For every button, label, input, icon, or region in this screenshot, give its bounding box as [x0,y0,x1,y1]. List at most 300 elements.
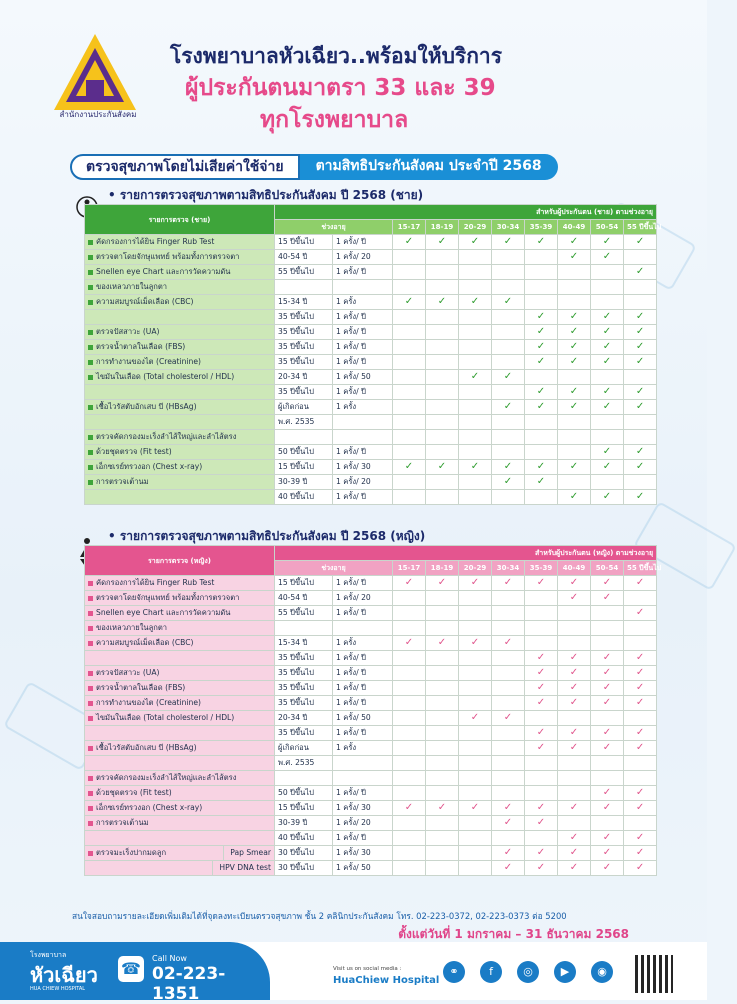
row-age-range: 15 ปีขึ้นไป [275,235,333,250]
row-age-range: 35 ปีขึ้นไป [275,666,333,681]
empty-cell [393,325,426,340]
empty-cell [492,310,525,325]
empty-cell [426,711,459,726]
row-item-name [85,475,275,490]
row-item-name [85,415,275,430]
empty-cell [525,445,558,460]
bullet-icon [88,611,93,616]
row-item-name [85,741,275,756]
empty-cell [459,310,492,325]
table-row [85,235,657,250]
check-icon: ✓ [459,801,492,816]
check-icon: ✓ [624,861,657,876]
empty-cell [426,400,459,415]
empty-cell [459,771,492,786]
empty-cell [624,816,657,831]
empty-cell [393,430,426,445]
empty-cell [459,325,492,340]
empty-cell [426,325,459,340]
check-icon: ✓ [426,235,459,250]
check-icon: ✓ [558,325,591,340]
check-icon: ✓ [558,861,591,876]
bullet-icon [88,285,93,290]
table-row [85,576,657,591]
age-header: 18-19 [426,561,459,576]
age-header: 40-49 [558,561,591,576]
check-icon: ✓ [525,385,558,400]
empty-cell [459,490,492,505]
check-icon: ✓ [558,235,591,250]
check-icon: ✓ [591,325,624,340]
item-label: Snellen eye Chart และการวัดความดัน [96,608,231,617]
check-icon: ✓ [591,831,624,846]
bullet-icon [88,300,93,305]
empty-cell [492,786,525,801]
qr-code[interactable] [635,955,673,993]
table-row [85,295,657,310]
check-icon: ✓ [492,460,525,475]
row-age-range: 15-34 ปี [275,636,333,651]
row-age-range [275,621,333,636]
row-item-name [85,265,275,280]
row-frequency: 1 ครั้ง/ ปี [333,681,393,696]
check-icon: ✓ [525,861,558,876]
empty-cell [393,400,426,415]
check-icon: ✓ [393,235,426,250]
empty-cell [591,771,624,786]
empty-cell [393,606,426,621]
empty-cell [393,475,426,490]
row-frequency: 1 ครั้ง/ 30 [333,801,393,816]
item-label: ด้วยชุดตรวจ (Fit test) [96,788,172,797]
banner [70,154,558,180]
row-frequency: 1 ครั้ง/ ปี [333,490,393,505]
empty-cell [492,445,525,460]
empty-cell [591,370,624,385]
item-label: ตรวจน้ำตาลในเลือด (FBS) [96,342,186,351]
empty-cell [525,280,558,295]
item-label: การตรวจเต้านม [96,477,149,486]
row-item-name [85,280,275,295]
table-row [85,460,657,475]
row-frequency: 1 ครั้ง/ ปี [333,651,393,666]
row-item-name [85,726,275,741]
check-icon: ✓ [558,666,591,681]
row-frequency: 1 ครั้ง [333,636,393,651]
check-icon: ✓ [591,681,624,696]
bullet-icon [88,450,93,455]
row-frequency [333,621,393,636]
item-label: เอ็กซเรย์ทรวงอก (Chest x-ray) [96,803,203,812]
row-frequency: 1 ครั้ง/ ปี [333,235,393,250]
row-frequency: 1 ครั้ง/ ปี [333,606,393,621]
check-icon: ✓ [426,801,459,816]
empty-cell [624,756,657,771]
check-icon: ✓ [591,801,624,816]
bullet-icon [88,701,93,706]
check-icon: ✓ [624,355,657,370]
empty-cell [426,606,459,621]
item-label: Snellen eye Chart และการวัดความดัน [96,267,231,276]
empty-cell [525,636,558,651]
empty-cell [525,591,558,606]
bullet-icon [88,746,93,751]
item-label: ตรวจคัดกรองมะเร็งลำไส้ใหญ่และลำไส้ตรง [96,432,237,441]
empty-cell [393,265,426,280]
female-section-title: • รายการตรวจสุขภาพตามสิทธิประกันสังคม ปี 2568 (หญิง) [108,529,426,543]
row-frequency: 1 ครั้ง/ ปี [333,696,393,711]
item-label: เอ็กซเรย์ทรวงอก (Chest x-ray) [96,462,203,471]
check-icon: ✓ [525,651,558,666]
empty-cell [393,355,426,370]
row-age-range: พ.ศ. 2535 [275,415,333,430]
row-age-range: ผู้เกิดก่อน [275,400,333,415]
empty-cell [558,636,591,651]
item-label: ตรวจมะเร็งปากมดลูก [96,848,167,857]
footer-brand-panel [0,942,270,1004]
empty-cell [426,445,459,460]
youtube-icon[interactable]: ▶ [554,961,576,983]
check-icon: ✓ [525,801,558,816]
row-frequency: 1 ครั้ง/ ปี [333,445,393,460]
facebook-icon[interactable]: f [480,961,502,983]
check-icon: ✓ [558,696,591,711]
row-age-range: 50 ปีขึ้นไป [275,445,333,460]
empty-cell [624,621,657,636]
check-icon: ✓ [492,295,525,310]
check-icon: ✓ [624,786,657,801]
row-age-range [275,280,333,295]
empty-cell [525,415,558,430]
empty-cell [492,415,525,430]
check-icon: ✓ [624,726,657,741]
empty-cell [525,711,558,726]
item-label: ความสมบูรณ์เม็ดเลือด (CBC) [96,297,194,306]
row-age-range: 50 ปีขึ้นไป [275,786,333,801]
check-icon: ✓ [558,400,591,415]
check-icon: ✓ [459,636,492,651]
row-item-name [85,756,275,771]
check-icon: ✓ [492,711,525,726]
check-icon: ✓ [459,235,492,250]
row-frequency [333,415,393,430]
empty-cell [624,295,657,310]
empty-cell [624,636,657,651]
row-age-range: 35 ปีขึ้นไป [275,310,333,325]
row-frequency: 1 ครั้ง/ ปี [333,385,393,400]
logo-caption: สำนักงานประกันสังคม [59,110,137,119]
empty-cell [459,340,492,355]
row-item-name [85,666,275,681]
empty-cell [492,340,525,355]
table-row [85,340,657,355]
item-label: ตรวจน้ำตาลในเลือด (FBS) [96,683,186,692]
empty-cell [591,711,624,726]
check-icon: ✓ [558,846,591,861]
empty-cell [393,681,426,696]
empty-cell [459,726,492,741]
table-row [85,310,657,325]
check-icon: ✓ [624,460,657,475]
bullet-icon [88,345,93,350]
row-age-range: 35 ปีขึ้นไป [275,726,333,741]
row-item-name [85,235,275,250]
sso-logo-icon [50,30,140,120]
check-icon: ✓ [624,801,657,816]
row-frequency [333,756,393,771]
row-item-name [85,370,275,385]
check-icon: ✓ [591,861,624,876]
row-item-name [85,846,275,861]
empty-cell [492,355,525,370]
row-item-name [85,636,275,651]
row-item-name [85,385,275,400]
empty-cell [393,816,426,831]
check-icon: ✓ [525,355,558,370]
check-icon: ✓ [591,696,624,711]
table-row [85,355,657,370]
check-icon: ✓ [591,385,624,400]
check-icon: ✓ [459,576,492,591]
empty-cell [525,831,558,846]
date-range: ตั้งแต่วันที่ 1 มกราคม – 31 ธันวาคม 2568 [398,927,629,941]
empty-cell [558,786,591,801]
bullet-icon [88,596,93,601]
empty-cell [426,666,459,681]
check-icon: ✓ [624,400,657,415]
check-icon: ✓ [624,445,657,460]
empty-cell [591,816,624,831]
bullet-icon [88,581,93,586]
row-item-name [85,831,275,846]
row-item-name [85,696,275,711]
table-row [85,816,657,831]
row-frequency: 1 ครั้ง/ ปี [333,726,393,741]
row-item-name [85,295,275,310]
table-row [85,726,657,741]
empty-cell [393,696,426,711]
item-label: ไขมันในเลือด (Total cholesterol / HDL) [96,372,235,381]
table-row [85,681,657,696]
bullet-icon [88,330,93,335]
check-icon: ✓ [624,741,657,756]
instagram-icon[interactable]: ◎ [517,961,539,983]
bullet-icon [88,360,93,365]
empty-cell [459,861,492,876]
header [0,0,707,150]
empty-cell [591,415,624,430]
check-icon: ✓ [492,235,525,250]
empty-cell [393,280,426,295]
col-item-header: รายการตรวจ (หญิง) [85,546,275,576]
age-header: 20-29 [459,220,492,235]
check-icon: ✓ [525,741,558,756]
headline-2: ผู้ประกันตนมาตรา 33 และ 39 [185,75,496,101]
check-icon: ✓ [525,325,558,340]
check-icon: ✓ [426,636,459,651]
row-age-range: 35 ปีขึ้นไป [275,681,333,696]
table-row [85,265,657,280]
table-row [85,400,657,415]
empty-cell [393,771,426,786]
empty-cell [492,385,525,400]
row-frequency: 1 ครั้ง/ 20 [333,475,393,490]
line-icon[interactable]: ◉ [591,961,613,983]
row-age-range: 30 ปีขึ้นไป [275,846,333,861]
empty-cell [525,430,558,445]
empty-cell [525,606,558,621]
empty-cell [624,370,657,385]
check-icon: ✓ [624,310,657,325]
age-header: 30-34 [492,561,525,576]
check-icon: ✓ [426,576,459,591]
item-label: เชื้อไวรัสตับอักเสบ บี (HBsAg) [96,402,197,411]
row-item-name [85,325,275,340]
phone-number[interactable]: 02-223-1351 [152,964,226,1004]
empty-cell [525,265,558,280]
empty-cell [492,490,525,505]
check-icon: ✓ [624,576,657,591]
empty-cell [393,250,426,265]
check-icon: ✓ [624,651,657,666]
bullet-icon [88,240,93,245]
check-icon: ✓ [558,490,591,505]
contact-note: สนใจสอบถามรายละเอียดเพิ่มเติมได้ที่จุดลงทะเบียนตรวจสุขภาพ ชั้น 2 คลินิกประกันสังคม โทร. 02-223-0372, 02-223-0373 ต่อ 5200 [72,911,567,921]
row-item-name [85,490,275,505]
check-icon: ✓ [525,340,558,355]
empty-cell [525,295,558,310]
row-frequency: 1 ครั้ง/ ปี [333,355,393,370]
empty-cell [459,265,492,280]
row-frequency: 1 ครั้ง/ ปี [333,831,393,846]
brand-name: หัวเฉียว [30,963,98,987]
check-icon: ✓ [492,400,525,415]
row-age-range: 20-34 ปี [275,370,333,385]
bullet-icon [88,375,93,380]
item-label: ด้วยชุดตรวจ (Fit test) [96,447,172,456]
empty-cell [393,861,426,876]
row-frequency: 1 ครั้ง/ 50 [333,370,393,385]
row-frequency [333,771,393,786]
empty-cell [426,250,459,265]
sub-item-label: Pap Smear [223,846,271,860]
empty-cell [393,415,426,430]
row-age-range: 15 ปีขึ้นไป [275,460,333,475]
check-icon: ✓ [558,831,591,846]
check-icon: ✓ [591,726,624,741]
check-icon: ✓ [525,726,558,741]
row-age-range: 30 ปีขึ้นไป [275,861,333,876]
row-age-range: 35 ปีขึ้นไป [275,696,333,711]
check-icon: ✓ [558,460,591,475]
check-icon: ✓ [558,576,591,591]
empty-cell [426,831,459,846]
check-icon: ✓ [492,801,525,816]
check-icon: ✓ [525,816,558,831]
check-icon: ✓ [591,666,624,681]
empty-cell [558,265,591,280]
row-frequency: 1 ครั้ง/ 50 [333,711,393,726]
empty-cell [426,651,459,666]
check-icon: ✓ [492,636,525,651]
empty-cell [393,445,426,460]
empty-cell [525,621,558,636]
empty-cell [393,340,426,355]
check-icon: ✓ [525,310,558,325]
empty-cell [492,606,525,621]
check-icon: ✓ [393,576,426,591]
empty-cell [558,756,591,771]
table-header-row [85,546,657,561]
check-icon: ✓ [393,295,426,310]
empty-cell [525,786,558,801]
row-age-range: ผู้เกิดก่อน [275,741,333,756]
empty-cell [558,430,591,445]
empty-cell [459,831,492,846]
check-icon: ✓ [591,400,624,415]
bullet-icon [88,686,93,691]
check-icon: ✓ [591,355,624,370]
check-icon: ✓ [558,385,591,400]
age-header: 15-17 [393,220,426,235]
empty-cell [492,430,525,445]
row-item-name [85,861,275,876]
col-range-header: ช่วงอายุ [275,220,393,235]
row-frequency: 1 ครั้ง/ ปี [333,576,393,591]
table-row [85,385,657,400]
item-label: การทำงานของไต (Creatinine) [96,357,201,366]
bullet-icon [88,435,93,440]
empty-cell [426,355,459,370]
empty-cell [492,666,525,681]
col-group-header: สำหรับผู้ประกันตน (ชาย) ตามช่วงอายุ [275,205,657,220]
bullet-icon [88,776,93,781]
empty-cell [459,445,492,460]
row-frequency: 1 ครั้ง [333,400,393,415]
check-icon: ✓ [525,846,558,861]
empty-cell [492,325,525,340]
row-item-name [85,816,275,831]
check-icon: ✓ [591,445,624,460]
empty-cell [459,651,492,666]
row-age-range: 40-54 ปี [275,250,333,265]
row-age-range [275,771,333,786]
empty-cell [426,265,459,280]
link-icon[interactable]: ⚭ [443,961,465,983]
check-icon: ✓ [624,846,657,861]
row-item-name [85,801,275,816]
empty-cell [492,265,525,280]
empty-cell [426,786,459,801]
check-icon: ✓ [558,310,591,325]
item-label: ตรวจตาโดยจักษุแพทย์ พร้อมทั้งการตรวจตา [96,252,240,261]
call-now-label: Call Now [152,954,187,963]
item-label: การตรวจเต้านม [96,818,149,827]
item-label: คัดกรองการได้ยิน Finger Rub Test [96,237,215,246]
male-section-title: • รายการตรวจสุขภาพตามสิทธิประกันสังคม ปี 2568 (ชาย) [108,188,424,202]
check-icon: ✓ [591,786,624,801]
empty-cell [426,846,459,861]
row-item-name [85,681,275,696]
empty-cell [393,756,426,771]
table-row [85,606,657,621]
check-icon: ✓ [525,235,558,250]
empty-cell [426,816,459,831]
male-checkup-table [84,204,662,505]
empty-cell [558,711,591,726]
empty-cell [459,681,492,696]
row-frequency: 1 ครั้ง/ 30 [333,846,393,861]
